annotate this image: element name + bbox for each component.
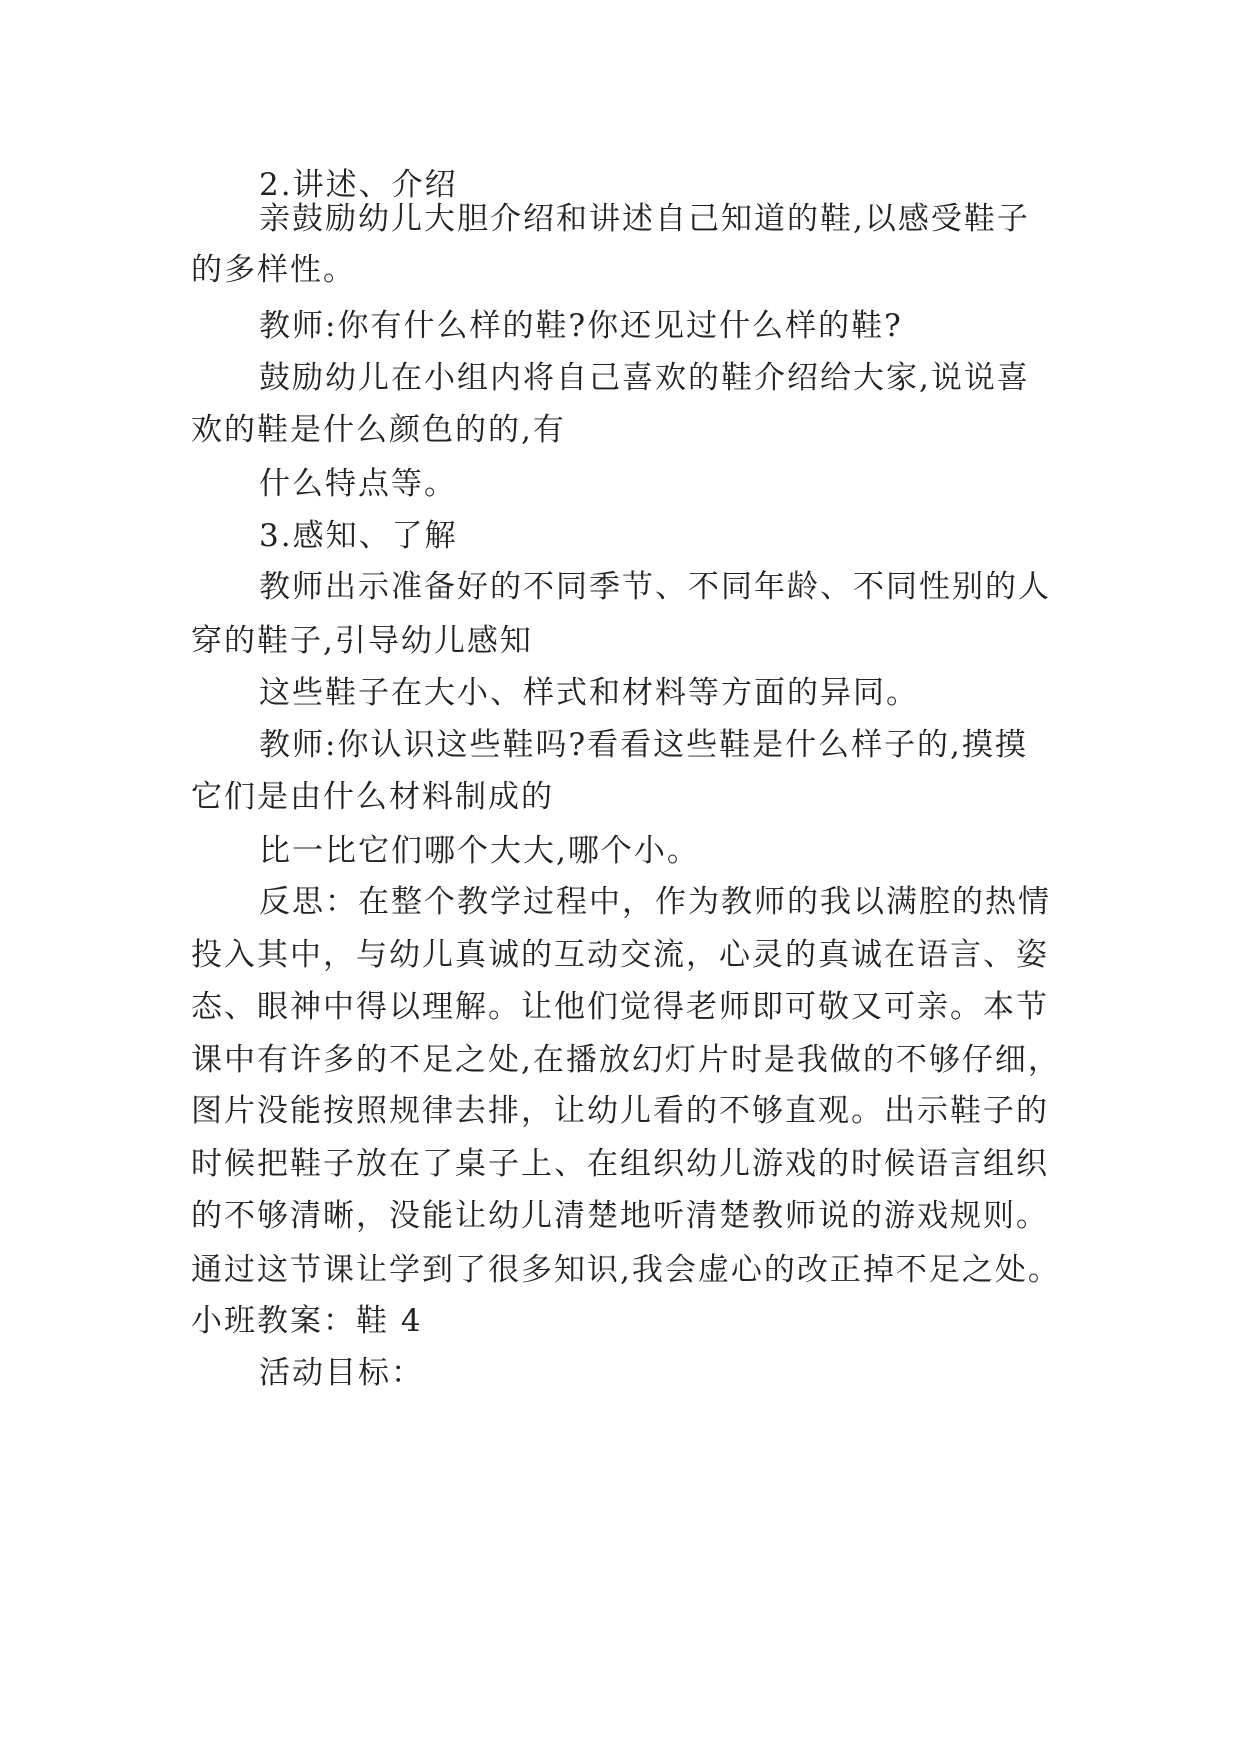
paragraph-line: 穿的鞋子,引导幼儿感知: [191, 623, 533, 659]
paragraph-line: 教师:你认识这些鞋吗?看看这些鞋是什么样子的,摸摸: [259, 727, 1028, 763]
reflection-line: 的不够清晰，没能让幼儿清楚地听清楚教师说的游戏规则。: [191, 1198, 1049, 1234]
reflection-line: 投入其中，与幼儿真诚的互动交流，心灵的真诚在语言、姿: [191, 937, 1049, 973]
reflection-line: 图片没能按照规律去排，让幼儿看的不够直观。出示鞋子的: [191, 1093, 1049, 1129]
reflection-line: 时候把鞋子放在了桌子上、在组织幼儿游戏的时候语言组织: [191, 1146, 1049, 1182]
paragraph-line: 教师:你有什么样的鞋?你还见过什么样的鞋?: [259, 308, 903, 344]
activity-goals-heading: 活动目标：: [259, 1355, 424, 1391]
paragraph-line: 的多样性。: [191, 252, 356, 288]
paragraph-line: 这些鞋子在大小、样式和材料等方面的异同。: [259, 675, 919, 711]
section-heading-3: 3.感知、了解: [259, 518, 458, 554]
section-heading-2: 2.讲述、介绍: [259, 167, 458, 203]
reflection-line: 课中有许多的不足之处,在播放幻灯片时是我做的不够仔细，: [191, 1042, 1061, 1078]
paragraph-line: 欢的鞋是什么颜色的的,有: [191, 412, 566, 448]
reflection-line: 反思：在整个教学过程中，作为教师的我以满腔的热情: [259, 884, 1051, 920]
paragraph-line: 比一比它们哪个大大,哪个小。: [259, 833, 700, 869]
paragraph-line: 它们是由什么材料制成的: [191, 779, 554, 815]
lesson-title: 小班教案：鞋 4: [191, 1303, 423, 1339]
paragraph-line: 亲鼓励幼儿大胆介绍和讲述自己知道的鞋,以感受鞋子: [259, 201, 1030, 237]
paragraph-line: 教师出示准备好的不同季节、不同年龄、不同性别的人: [259, 569, 1051, 605]
reflection-line: 通过这节课让学到了很多知识,我会虚心的改正掉不足之处。: [191, 1252, 1061, 1288]
paragraph-line: 什么特点等。: [259, 466, 457, 502]
reflection-line: 态、眼神中得以理解。让他们觉得老师即可敬又可亲。本节: [191, 989, 1049, 1025]
paragraph-line: 鼓励幼儿在小组内将自己喜欢的鞋介绍给大家,说说喜: [259, 360, 1030, 396]
